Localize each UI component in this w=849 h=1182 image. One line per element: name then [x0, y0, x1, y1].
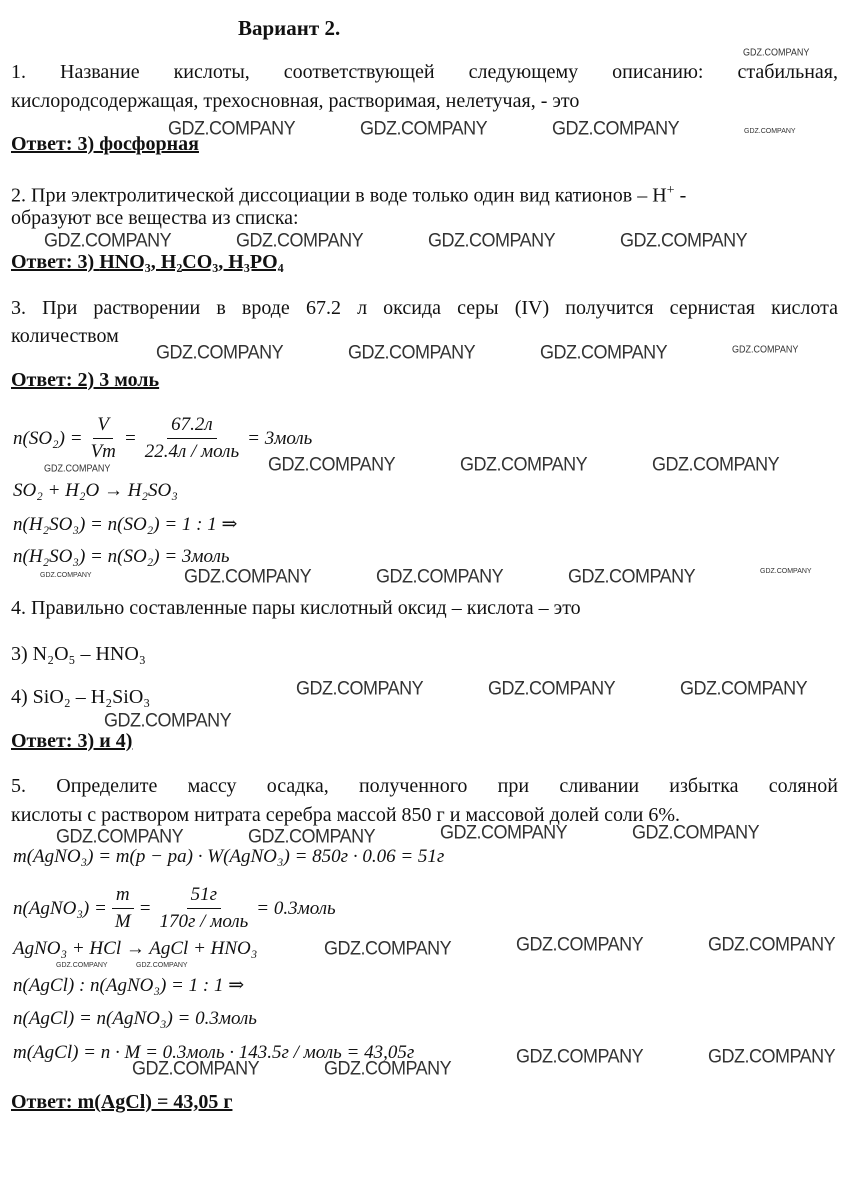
watermark: GDZ.COMPANY: [620, 228, 748, 251]
variant-title: Вариант 2.: [238, 16, 341, 40]
q3-reaction: SO₂ + H₂O → H₂SO₃: [13, 480, 178, 501]
q5-mass-final: m(AgCl) = n · M = 0.3моль · 143.5г / моль = 43,05г: [13, 1042, 415, 1063]
q5-text-line1: 5. Определите массу осадка, полученного при сливании избытка соляной: [11, 775, 838, 797]
watermark: GDZ.COMPANY: [184, 564, 312, 587]
watermark: GDZ.COMPANY: [428, 228, 556, 251]
q3-fraction-v-over-vm: $\frac{V}{Vm}$: [90, 414, 116, 462]
q3-answer: Ответ: 2) 3 моль: [11, 369, 160, 391]
q2-text-line2: образуют все вещества из списка:: [11, 207, 299, 229]
watermark: GDZ.COMPANY: [760, 567, 812, 576]
q2-answer: Ответ: 3) HNO₃, H₂CO₃, H₃PO₄: [11, 251, 284, 273]
watermark: GDZ.COMPANY: [56, 824, 184, 847]
q5-n-final: n(AgCl) = n(AgNO₃) = 0.3моль: [13, 1008, 257, 1029]
watermark: GDZ.COMPANY: [744, 127, 796, 136]
watermark: GDZ.COMPANY: [708, 1044, 836, 1067]
watermark: GDZ.COMPANY: [488, 676, 616, 699]
watermark: GDZ.COMPANY: [104, 708, 232, 731]
q5-text-line2: кислоты с раствором нитрата серебра массой 850 г и массовой долей соли 6%.: [11, 804, 681, 826]
q5-reaction: AgNO₃ + HCl → AgCl + HNO₃: [13, 938, 258, 959]
watermark: GDZ.COMPANY: [440, 820, 568, 843]
watermark: GDZ.COMPANY: [632, 820, 760, 843]
q5-calc-mass: m(AgNO₃) = m(p − pa) · W(AgNO₃) = 850г · 0.06 = 51г: [13, 846, 445, 867]
watermark: GDZ.COMPANY: [236, 228, 364, 251]
q4-text-line1: 4. Правильно составленные пары кислотный оксид – кислота – это: [11, 597, 581, 619]
q5-answer: Ответ: m(AgCl) = 43,05 г: [11, 1091, 233, 1113]
q1-text-line1: 1. Название кислоты, соответствующей следующему описанию: стабильная,: [11, 61, 838, 83]
q5-ratio: n(AgCl) : n(AgNO₃) = 1 : 1 ⇒: [13, 975, 245, 996]
q3-calc-moles: n(SO₂) = $\frac{V}{Vm}$ = $\frac{67.2л}{\text{22.4л / моль}}$ = 3моль: [13, 414, 313, 462]
watermark: GDZ.COMPANY: [296, 676, 424, 699]
q4-option-3: 3) N₂O₅ – HNO₃: [11, 643, 146, 665]
watermark: GDZ.COMPANY: [708, 932, 836, 955]
watermark: GDZ.COMPANY: [324, 1056, 452, 1079]
q2-text-line1: 2. При электролитической диссоциации в воде только один вид катионов – H+ -: [11, 183, 687, 207]
q3-final: n(H₂SO₃) = n(SO₂) = 3моль: [13, 546, 230, 567]
q5-calc-moles: n(AgNO₃) = $\frac{m}{M}$ = $\frac{51г}{\text{170г / моль}}$ = 0.3моль: [13, 884, 336, 932]
watermark: GDZ.COMPANY: [248, 824, 376, 847]
q4-answer: Ответ: 3) и 4): [11, 730, 133, 752]
q1-text-line2: кислородсодержащая, трехосновная, растворимая, нелетучая, - это: [11, 90, 580, 112]
q3-text-line1: 3. При растворении в вроде 67.2 л оксида серы (IV) получится сернистая кислота: [11, 297, 838, 319]
q5-fraction-m-over-M: $\frac{m}{M}$: [111, 884, 135, 933]
watermark: GDZ.COMPANY: [168, 116, 296, 139]
watermark: GDZ.COMPANY: [136, 961, 188, 970]
watermark: GDZ.COMPANY: [40, 571, 92, 580]
watermark: GDZ.COMPANY: [516, 932, 644, 955]
q5-fraction-values: $\frac{51г}{\text{170г / моль}}$: [159, 884, 249, 932]
watermark: GDZ.COMPANY: [56, 961, 108, 970]
q3-fraction-values: $\frac{67.2л}{\text{22.4л / моль}}$: [144, 414, 240, 462]
q1-answer: Ответ: 3) фосфорная: [11, 133, 199, 155]
watermark: GDZ.COMPANY: [44, 228, 172, 251]
q3-text-line2: количеством: [11, 325, 119, 347]
watermark: GDZ.COMPANY: [680, 676, 808, 699]
watermark: GDZ.COMPANY: [156, 340, 284, 363]
watermark: GDZ.COMPANY: [652, 452, 780, 475]
watermark: GDZ.COMPANY: [360, 116, 488, 139]
watermark: GDZ.COMPANY: [732, 343, 799, 355]
watermark: GDZ.COMPANY: [376, 564, 504, 587]
watermark: GDZ.COMPANY: [132, 1056, 260, 1079]
watermark: GDZ.COMPANY: [348, 340, 476, 363]
watermark: GDZ.COMPANY: [460, 452, 588, 475]
watermark: GDZ.COMPANY: [268, 452, 396, 475]
watermark: GDZ.COMPANY: [516, 1044, 644, 1067]
watermark: GDZ.COMPANY: [44, 462, 111, 474]
q3-ratio: n(H₂SO₃) = n(SO₂) = 1 : 1 ⇒: [13, 514, 238, 535]
watermark: GDZ.COMPANY: [568, 564, 696, 587]
watermark: GDZ.COMPANY: [743, 46, 810, 58]
q4-option-4: 4) SiO₂ – H₂SiO₃: [11, 686, 151, 708]
watermark: GDZ.COMPANY: [552, 116, 680, 139]
watermark: GDZ.COMPANY: [324, 936, 452, 959]
watermark: GDZ.COMPANY: [540, 340, 668, 363]
